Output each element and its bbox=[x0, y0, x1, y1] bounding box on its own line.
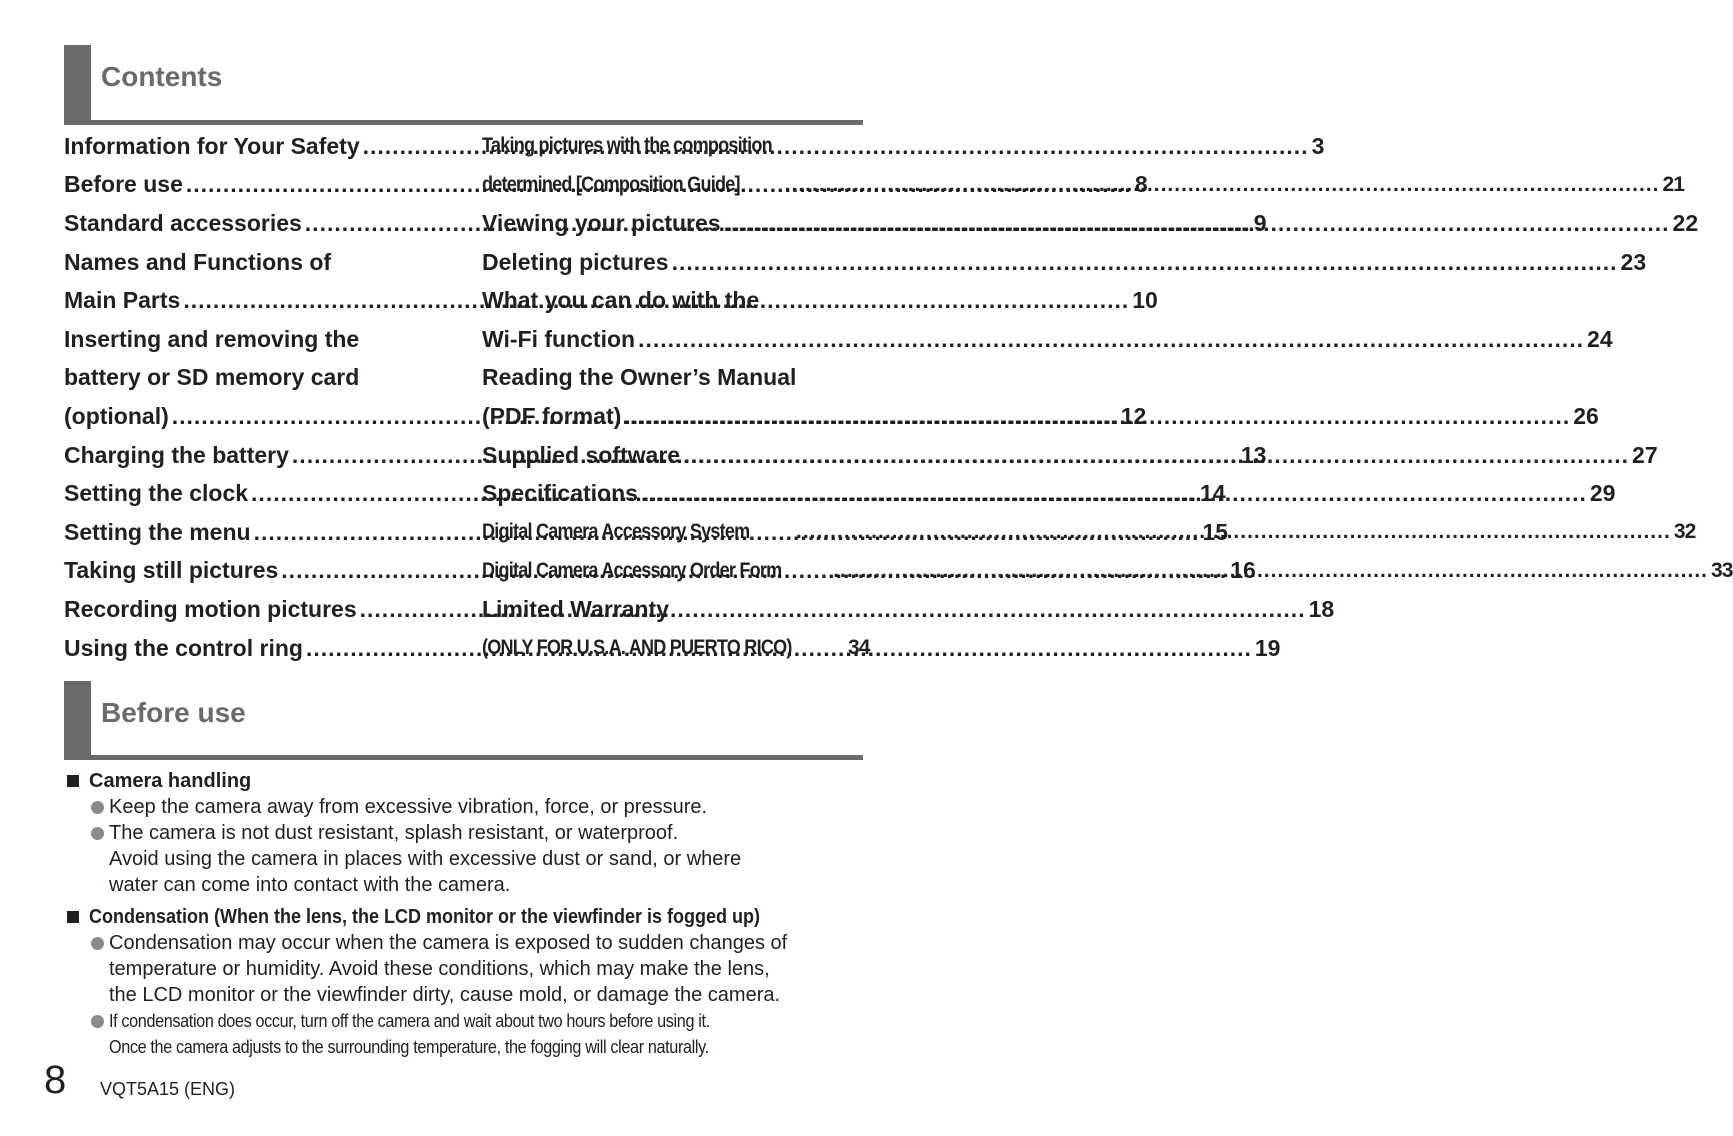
before-use-header bbox=[64, 681, 863, 760]
list-item bbox=[64, 930, 864, 1008]
toc-page-number: 10 bbox=[1132, 287, 1158, 314]
toc-entry-title: Inserting and removing the bbox=[64, 325, 360, 352]
toc-leader-dots bbox=[624, 403, 1570, 430]
toc-page-number: 14 bbox=[1199, 480, 1226, 507]
list-item-line: If condensation does occur, turn off the camera and wait about two hours before using it. bbox=[109, 1011, 710, 1031]
list-item-line: Avoid using the camera in places with excessive dust or sand, or where bbox=[109, 848, 742, 870]
toc-entry-battery-card[interactable] bbox=[64, 359, 445, 398]
toc-page-number: 24 bbox=[1587, 325, 1613, 352]
toc-page-number: 16 bbox=[1230, 557, 1256, 584]
toc-page-number: 15 bbox=[1202, 518, 1229, 545]
toc-entry-inserting[interactable] bbox=[64, 320, 445, 359]
circle-bullet-icon bbox=[91, 937, 104, 950]
toc-entry-title: Digital Camera Accessory Order Form bbox=[482, 558, 782, 582]
list-item bbox=[64, 820, 864, 898]
list-item-line: The camera is not dust resistant, splash resistant, or waterproof. bbox=[109, 822, 679, 844]
toc-page-number: 12 bbox=[1120, 402, 1147, 429]
camera-handling-heading bbox=[64, 768, 864, 794]
toc-page-number: 8 bbox=[1134, 171, 1148, 198]
toc-entry-title: Before use bbox=[64, 171, 183, 198]
toc-page-number: 21 bbox=[1662, 172, 1685, 196]
toc-entry-title: Standard accessories bbox=[64, 209, 302, 236]
toc-page-number: 26 bbox=[1573, 402, 1599, 429]
toc-page-number: 27 bbox=[1632, 441, 1658, 468]
heading-text: Camera handling bbox=[89, 769, 252, 792]
list-item-line: temperature or humidity. Avoid these conditions, which may make the lens, bbox=[109, 958, 770, 980]
toc-leader-dots bbox=[785, 173, 1660, 197]
toc-leader-dots bbox=[724, 210, 1670, 237]
toc-entry-title: determined [Composition Guide] bbox=[482, 172, 740, 196]
toc-entry-title: Reading the Owner’s Manual bbox=[482, 364, 797, 391]
toc-page-number: 29 bbox=[1589, 480, 1616, 507]
toc-entry-title: Charging the battery bbox=[64, 441, 289, 468]
toc-entry-usa-pr[interactable] bbox=[482, 629, 870, 668]
circle-bullet-icon bbox=[91, 827, 104, 840]
heading-text: Condensation (When the lens, the LCD monitor or the viewfinder is fogged up) bbox=[89, 905, 761, 928]
before-use-title: Before use bbox=[101, 697, 246, 728]
toc-entry-title: Digital Camera Accessory System bbox=[482, 520, 750, 544]
toc-entry-title: Supplied software bbox=[482, 441, 681, 468]
toc-entry-title: (ONLY FOR U.S.A. AND PUERTO RICO) bbox=[482, 636, 792, 660]
toc-leader-dots bbox=[641, 480, 1587, 507]
toc-page-number: 32 bbox=[1673, 520, 1696, 544]
toc-leader-dots bbox=[683, 442, 1629, 469]
toc-page-number: 9 bbox=[1253, 209, 1267, 236]
toc-entry-title: Information for Your Safety bbox=[64, 132, 360, 159]
toc-leader-dots bbox=[672, 249, 1618, 276]
page-number: 8 bbox=[44, 1058, 67, 1102]
toc-entry-title: (optional) bbox=[64, 402, 169, 429]
circle-bullet-icon bbox=[91, 801, 104, 814]
toc-entry-title: Deleting pictures bbox=[482, 248, 669, 275]
toc-entry-title: battery or SD memory card bbox=[64, 364, 360, 391]
toc-entry-title: Main Parts bbox=[64, 287, 181, 314]
circle-bullet-icon bbox=[91, 1015, 104, 1028]
toc-entry-names-functions[interactable] bbox=[64, 243, 445, 282]
toc-entry-composition[interactable] bbox=[482, 127, 863, 166]
toc-entry-title: Taking pictures with the composition bbox=[482, 134, 772, 158]
condensation-heading bbox=[64, 904, 864, 930]
toc-leader-dots bbox=[638, 326, 1584, 353]
list-item bbox=[64, 794, 864, 820]
toc-page-number: 33 bbox=[1711, 558, 1733, 582]
toc-page-number: 13 bbox=[1240, 441, 1267, 468]
toc-entry-title: What you can do with the bbox=[482, 287, 760, 314]
toc-entry-title: Taking still pictures bbox=[64, 557, 279, 584]
list-item bbox=[64, 1008, 864, 1060]
toc-entry-title: (PDF format) bbox=[482, 402, 622, 429]
toc-page-number: 18 bbox=[1308, 595, 1335, 622]
toc-entry-composition-guide[interactable] bbox=[482, 166, 1685, 205]
toc-entry-title: Specifications bbox=[482, 480, 638, 507]
toc-entry-title: Names and Functions of bbox=[64, 248, 332, 275]
list-item-line: the LCD monitor or the viewfinder dirty, cause mold, or damage the camera. bbox=[109, 984, 781, 1006]
toc-entry-deleting[interactable] bbox=[482, 243, 1647, 282]
toc-entry-owners-manual[interactable] bbox=[482, 359, 863, 398]
contents-title: Contents bbox=[101, 61, 223, 92]
document-code: VQT5A15 (ENG) bbox=[100, 1079, 236, 1099]
toc-page-number: 22 bbox=[1672, 209, 1699, 236]
toc-leader-dots bbox=[833, 559, 1708, 583]
condensation-section bbox=[64, 904, 864, 1060]
list-item-text: Keep the camera away from excessive vibration, force, or pressure. bbox=[109, 796, 708, 818]
section-marker-bar bbox=[64, 45, 91, 120]
toc-entry-title: Viewing your pictures bbox=[482, 209, 721, 236]
list-item-line: Once the camera adjusts to the surrounding temperature, the fogging will clear naturally. bbox=[109, 1037, 709, 1057]
toc-entry-title: Limited Warranty bbox=[482, 595, 670, 622]
camera-handling-section bbox=[64, 768, 864, 898]
toc-entry-title: Setting the menu bbox=[64, 518, 251, 545]
toc-entry-title: Setting the clock bbox=[64, 480, 249, 507]
toc-page-number: 19 bbox=[1254, 634, 1281, 661]
toc-entry-viewing[interactable] bbox=[482, 204, 1699, 243]
list-item-line: water can come into contact with the camera. bbox=[109, 874, 511, 896]
toc-entry-title: Wi-Fi function bbox=[482, 325, 636, 352]
toc-entry-wifi-intro[interactable] bbox=[482, 281, 863, 320]
square-bullet-icon bbox=[67, 911, 79, 923]
section-marker-bar bbox=[64, 681, 91, 755]
toc-entry-wifi[interactable] bbox=[482, 320, 1613, 359]
list-item-line: Condensation may occur when the camera is exposed to sudden changes of bbox=[109, 932, 788, 954]
toc-leader-dots bbox=[796, 520, 1671, 544]
toc-entry-title: Recording motion pictures bbox=[64, 595, 357, 622]
square-bullet-icon bbox=[67, 775, 79, 787]
toc-page-number: 23 bbox=[1620, 248, 1647, 275]
toc-entry-warranty[interactable] bbox=[482, 590, 863, 629]
toc-page-number: 3 bbox=[1311, 132, 1325, 159]
toc-entry-title: Using the control ring bbox=[64, 634, 303, 661]
contents-header bbox=[64, 45, 863, 125]
toc-page-number: 34 bbox=[848, 636, 870, 660]
